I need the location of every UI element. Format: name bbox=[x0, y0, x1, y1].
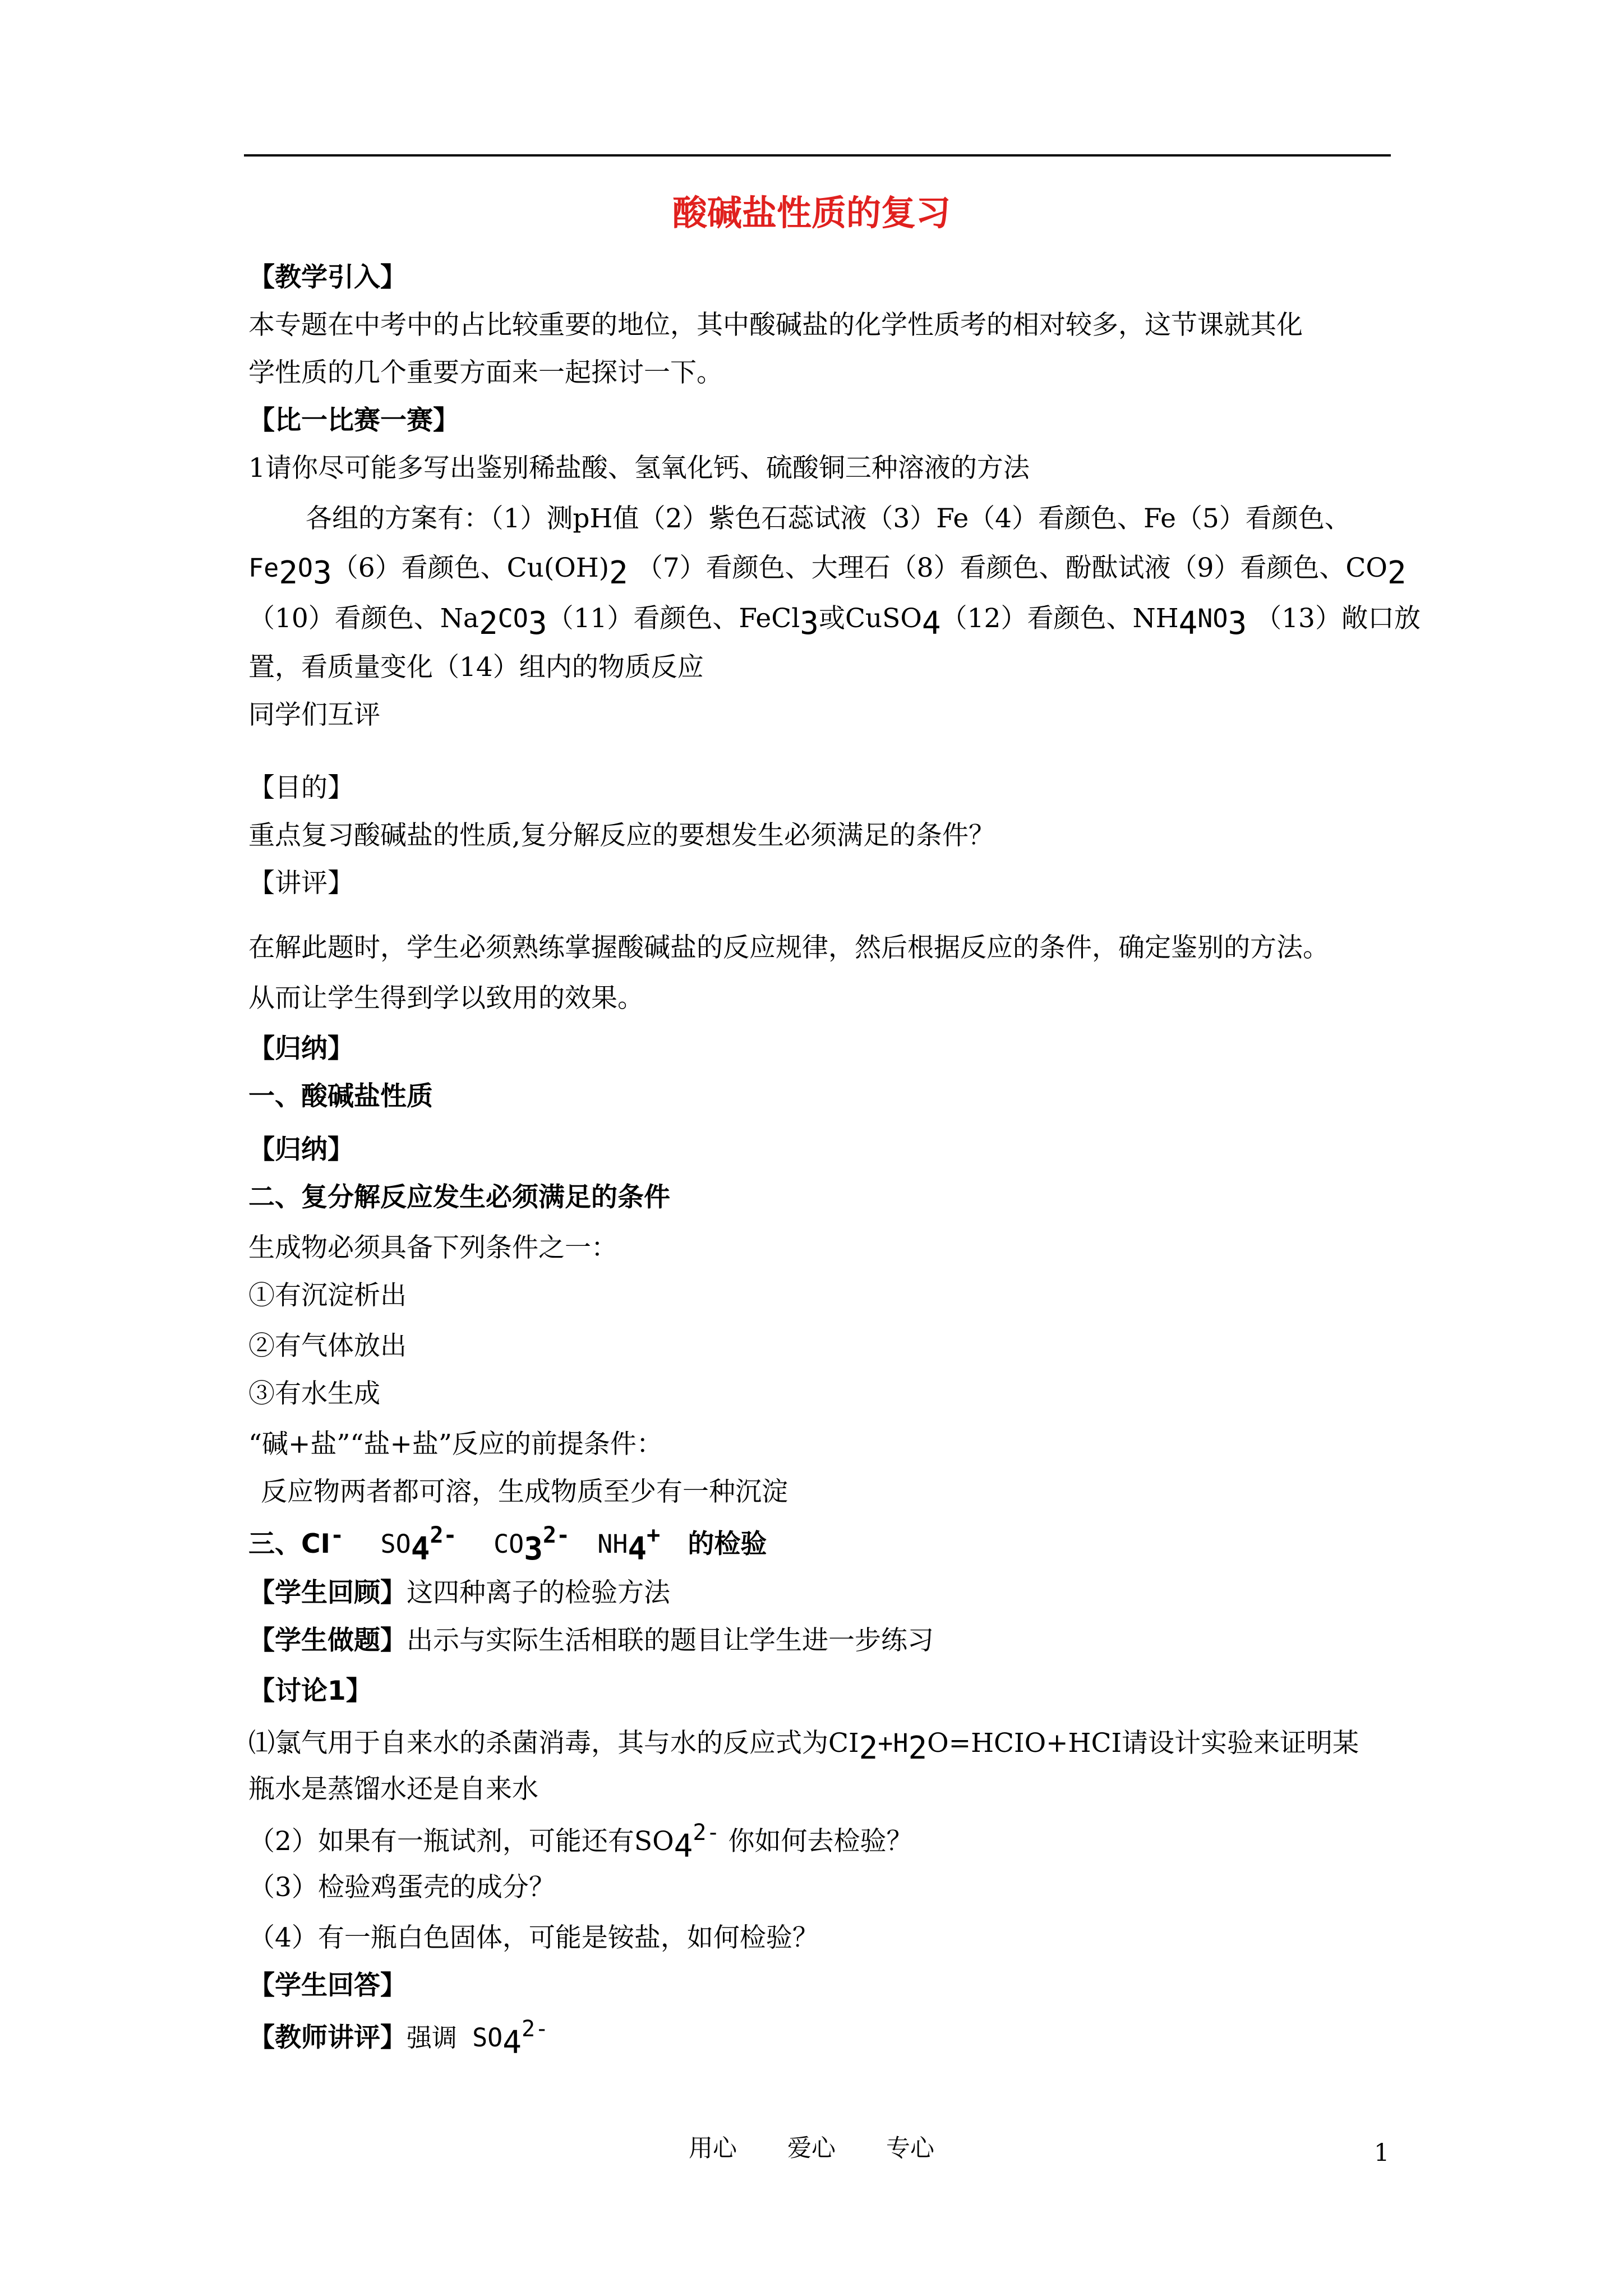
heading-discussion: 【讨论1】 bbox=[248, 1676, 372, 1706]
text: CO bbox=[497, 604, 528, 633]
paragraph-line: 生成物必须具备下列条件之一： bbox=[248, 1232, 617, 1263]
superscript: + bbox=[647, 1522, 661, 1548]
page-title: 酸碱盐性质的复习 bbox=[672, 192, 951, 233]
subscript: 2 bbox=[279, 555, 298, 591]
heading-student-answer: 【学生回答】 bbox=[248, 1970, 407, 2001]
paragraph-line: 重点复习酸碱盐的性质,复分解反应的要想发生必须满足的条件？ bbox=[248, 820, 995, 851]
subscript: 4 bbox=[921, 605, 941, 642]
text: Fe bbox=[248, 553, 279, 583]
subscript: 2 bbox=[859, 1730, 878, 1766]
subscript: 2 bbox=[609, 555, 628, 591]
heading-comment: 【讲评】 bbox=[248, 868, 354, 899]
subscript: 2 bbox=[478, 605, 498, 642]
text: （6）看颜色、Cu(OH) bbox=[331, 553, 610, 583]
paragraph-line: 在解此题时，学生必须熟练掌握酸碱盐的反应规律，然后根据反应的条件，确定鉴别的方法。 bbox=[248, 932, 1329, 963]
subscript: 4 bbox=[502, 2024, 522, 2061]
paragraph-line: 学性质的几个重要方面来一起探讨一下。 bbox=[248, 357, 723, 388]
paragraph-line: （4）有一瓶白色固体，可能是铵盐，如何检验？ bbox=[248, 1922, 819, 1953]
text: 三、CI bbox=[248, 1529, 330, 1559]
text: （12）看颜色、NH bbox=[940, 603, 1179, 634]
text: ⑴氯气用于自来水的杀菌消毒，其与水的反应式为CI bbox=[248, 1728, 859, 1759]
subscript: 4 bbox=[1178, 605, 1198, 642]
text: （10）看颜色、Na bbox=[248, 603, 479, 634]
subscript: 3 bbox=[800, 605, 819, 642]
text: NH bbox=[597, 1529, 628, 1559]
heading-section-two: 二、复分解反应发生必须满足的条件 bbox=[248, 1182, 670, 1213]
subscript: 3 bbox=[313, 555, 332, 591]
superscript: 2- bbox=[430, 1522, 457, 1548]
paragraph-line bbox=[248, 1576, 670, 1610]
subscript: 3 bbox=[1228, 605, 1247, 642]
paragraph-line: 各组的方案有：（1）测pH值（2）紫色石蕊试液（3）Fe（4）看颜色、Fe（5）看颜色、 bbox=[306, 503, 1351, 534]
subscript: 3 bbox=[524, 1531, 543, 1567]
text: 的检验 bbox=[688, 1529, 767, 1559]
text: （7）看颜色、大理石（8）看颜色、酚酞试液（9）看颜色、CO bbox=[636, 553, 1387, 583]
text: 或CuSO bbox=[818, 603, 922, 634]
heading-purpose: 【目的】 bbox=[248, 772, 354, 803]
subscript: 4 bbox=[411, 1531, 430, 1567]
formula-line bbox=[248, 1820, 913, 1865]
text: SO bbox=[380, 1529, 411, 1559]
text: 这四种离子的检验方法 bbox=[407, 1577, 670, 1608]
list-item: ①有沉淀析出 bbox=[248, 1280, 407, 1311]
paragraph-line: 从而让学生得到学以致用的效果。 bbox=[248, 983, 644, 1014]
text: O=HCIO+HCI请设计实验来证明某 bbox=[927, 1728, 1359, 1759]
text: +H bbox=[878, 1728, 909, 1758]
superscript: 2- bbox=[522, 2016, 549, 2042]
page-number: 1 bbox=[1374, 2139, 1390, 2167]
text: NO bbox=[1197, 604, 1228, 633]
paragraph-line bbox=[248, 1624, 934, 1658]
heading-summary: 【归纳】 bbox=[248, 1033, 354, 1064]
label: 【学生做题】 bbox=[248, 1625, 407, 1656]
heading-summary: 【归纳】 bbox=[248, 1134, 354, 1165]
text: CO bbox=[494, 1529, 524, 1559]
superscript: 2- bbox=[693, 1820, 720, 1846]
header-rule bbox=[244, 154, 1391, 157]
text: 你如何去检验？ bbox=[728, 1826, 913, 1857]
subscript: 4 bbox=[674, 1828, 693, 1865]
text: 强调 SO bbox=[407, 2023, 503, 2053]
list-item: ③有水生成 bbox=[248, 1378, 380, 1409]
footer-text: 专心 bbox=[886, 2134, 934, 2162]
label: 【教师讲评】 bbox=[248, 2022, 407, 2053]
heading-section-three bbox=[248, 1522, 767, 1567]
text: 出示与实际生活相联的题目让学生进一步练习 bbox=[407, 1625, 934, 1656]
superscript: - bbox=[330, 1522, 344, 1548]
paragraph-line: （3）检验鸡蛋壳的成分？ bbox=[248, 1872, 555, 1903]
superscript: 2- bbox=[542, 1522, 570, 1548]
footer-text: 用心 bbox=[689, 2134, 737, 2162]
paragraph-line: 瓶水是蒸馏水还是自来水 bbox=[248, 1774, 538, 1805]
text: （11）看颜色、FeCl bbox=[547, 603, 800, 634]
formula-line bbox=[248, 2016, 549, 2061]
formula-line bbox=[248, 1725, 1359, 1766]
heading-section-one: 一、酸碱盐性质 bbox=[248, 1081, 433, 1112]
subscript: 2 bbox=[1387, 555, 1407, 591]
paragraph-line: 本专题在中考中的占比较重要的地位，其中酸碱盐的化学性质考的相对较多，这节课就其化 bbox=[248, 310, 1303, 341]
paragraph-line: “碱+盐”“盐+盐”反应的前提条件： bbox=[248, 1429, 663, 1460]
subscript: 3 bbox=[528, 605, 547, 642]
subscript: 2 bbox=[908, 1730, 928, 1766]
subscript: 4 bbox=[628, 1531, 647, 1567]
paragraph-line: 置，看质量变化（14）组内的物质反应 bbox=[248, 652, 704, 683]
list-item: ②有气体放出 bbox=[248, 1331, 407, 1361]
heading-intro: 【教学引入】 bbox=[248, 262, 407, 293]
heading-contest: 【比一比赛一赛】 bbox=[248, 405, 459, 436]
paragraph-line: 反应物两者都可溶，生成物质至少有一种沉淀 bbox=[261, 1476, 788, 1507]
footer-text: 爱心 bbox=[787, 2134, 836, 2162]
text: （2）如果有一瓶试剂，可能还有SO bbox=[248, 1826, 674, 1857]
paragraph-line: 同学们互评 bbox=[248, 700, 380, 730]
label: 【学生回顾】 bbox=[248, 1577, 407, 1608]
formula-line bbox=[248, 550, 1407, 591]
text: O bbox=[297, 553, 313, 583]
formula-line bbox=[248, 600, 1421, 642]
text: （13）敞口放 bbox=[1255, 603, 1421, 634]
paragraph-line: 1请你尽可能多写出鉴别稀盐酸、氢氧化钙、硫酸铜三种溶液的方法 bbox=[248, 453, 1030, 484]
